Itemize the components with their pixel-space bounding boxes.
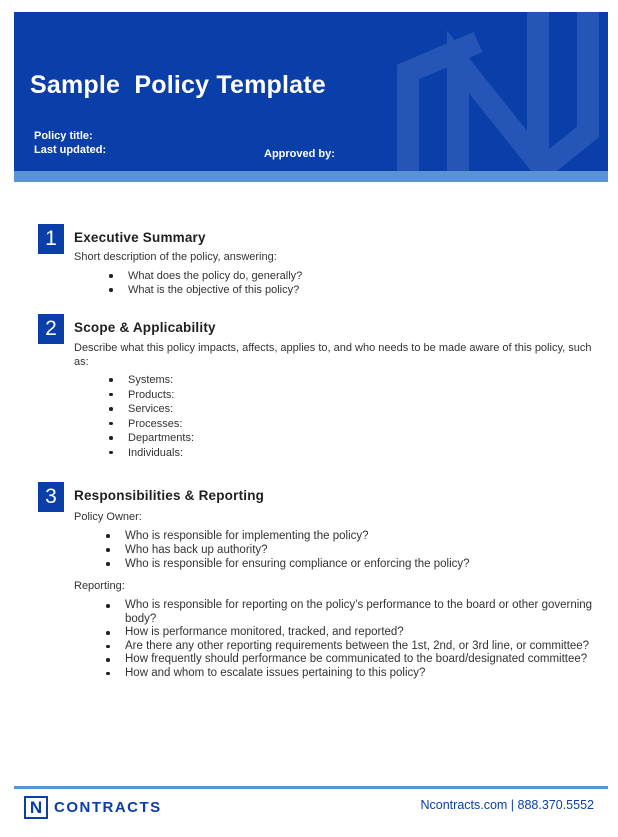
list-item: Products:: [128, 388, 194, 402]
list-item: What does the policy do, generally?: [128, 270, 303, 282]
reporting-bullet-list: [125, 599, 595, 680]
header-accent-stripe: [14, 171, 608, 182]
ncontracts-logo: [24, 796, 162, 819]
page-title: Sample Policy Template: [30, 71, 326, 99]
section-intro: Short description of the policy, answering:: [74, 251, 277, 263]
section-scope-applicability: [38, 314, 593, 464]
list-item: Are there any other reporting requirements between the 1st, 2nd, or 3rd line, or committee?: [125, 640, 595, 654]
brand-name: CONTRACTS: [54, 799, 162, 816]
policy-owner-label: Policy Owner:: [74, 511, 142, 523]
list-item: How is performance monitored, tracked, and reported?: [125, 626, 595, 640]
list-item: How and whom to escalate issues pertaining to this policy?: [125, 667, 595, 681]
last-updated-label: Last updated:: [34, 144, 107, 156]
footer-divider: [14, 786, 608, 789]
footer-contact: Ncontracts.com | 888.370.5552: [420, 798, 594, 812]
list-item: Systems:: [128, 373, 194, 387]
list-item: Who is responsible for ensuring compliance or enforcing the policy?: [125, 558, 470, 570]
n-logo-watermark-icon: [388, 12, 608, 182]
section-number-badge: 2: [38, 314, 64, 344]
list-item: How frequently should performance be communicated to the board/designated committee?: [125, 653, 595, 667]
list-item: Departments:: [128, 432, 195, 444]
list-item: Processes:: [128, 417, 194, 431]
policy-title-label: Policy title:: [34, 130, 93, 142]
section-executive-summary: [38, 224, 593, 304]
section-number-badge: 1: [38, 224, 64, 254]
bullet-list: [128, 373, 194, 460]
section-responsibilities-reporting: [38, 482, 593, 722]
list-item: Who is responsible for reporting on the policy’s performance to the board or other governing body?: [125, 599, 595, 626]
section-title: Scope & Applicability: [74, 320, 216, 335]
header-banner: [14, 12, 608, 182]
list-item: Who is responsible for implementing the policy?: [125, 529, 470, 543]
n-logo-icon: N: [24, 796, 48, 819]
reporting-label: Reporting:: [74, 580, 125, 592]
list-item: Individuals:: [128, 446, 194, 460]
owner-bullet-list: [125, 529, 470, 571]
section-intro: Describe what this policy impacts, affects, applies to, and who needs to be made aware of this policy, such as:: [74, 342, 592, 368]
approved-by-label: Approved by:: [264, 148, 335, 160]
section-title: Responsibilities & Reporting: [74, 488, 265, 503]
list-item: What is the objective of this policy?: [128, 283, 302, 297]
bullet-list: [128, 269, 302, 297]
section-number-badge: 3: [38, 482, 64, 512]
section-title: Executive Summary: [74, 230, 206, 245]
list-item: Who has back up authority?: [125, 543, 470, 557]
list-item: Services:: [128, 402, 194, 416]
